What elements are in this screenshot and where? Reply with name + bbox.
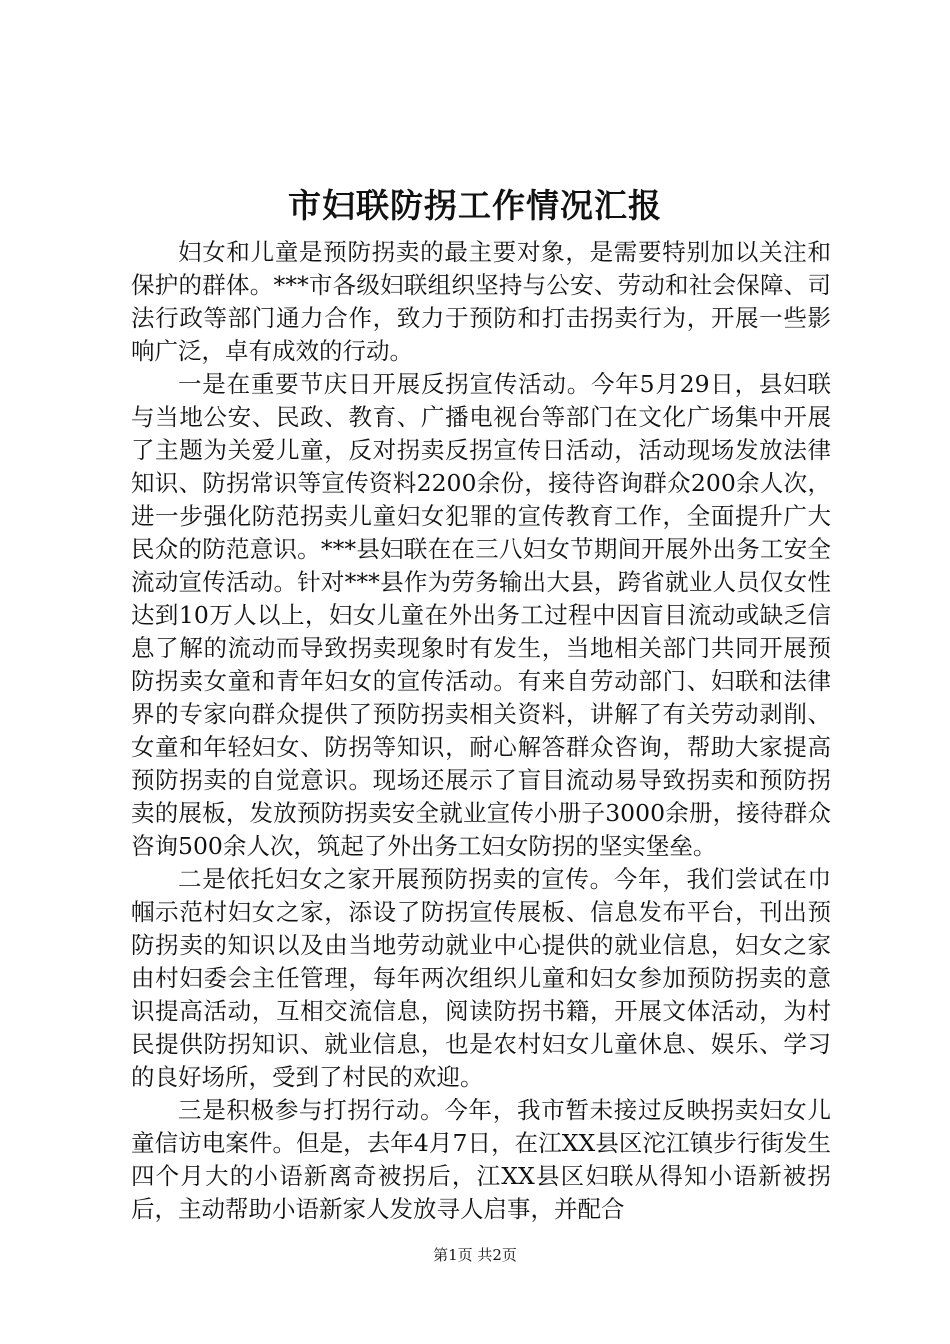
paragraph-third-point: 三是积极参与打拐行动。今年，我市暂未接过反映拐卖妇女儿童信访电案件。但是，去年4月7日，在江XX县区沱江镇步行街发生四个月大的小语新离奇被拐后，江XX县区妇联从得知小语新被拐后，主动帮助小语新家人发放寻人启事，并配合	[131, 1096, 831, 1223]
paragraph-second-point: 二是依托妇女之家开展预防拐卖的宣传。今年，我们尝试在巾帼示范村妇女之家，添设了防拐宣传展板、信息发布平台，刊出预防拐卖的知识以及由当地劳动就业中心提供的就业信息，妇女之家由村妇委会主任管理，每年两次组织儿童和妇女参加预防拐卖的意识提高活动，互相交流信息，阅读防拐书籍，开展文体活动，为村民提供防拐知识、就业信息，也是农村妇女儿童休息、娱乐、学习的良好场所，受到了村民的欢迎。	[131, 865, 831, 1091]
paragraph-first-point: 一是在重要节庆日开展反拐宣传活动。今年5月29日，县妇联与当地公安、民政、教育、广播电视台等部门在文化广场集中开展了主题为关爱儿童，反对拐卖反拐宣传日活动，活动现场发放法律知识、防拐常识等宣传资料2200余份，接待咨询群众200余人次，进一步强化防范拐卖儿童妇女犯罪的宣传教育工作，全面提升广大民众的防范意识。***县妇联在在三八妇女节期间开展外出务工安全流动宣传活动。针对***县作为劳务输出大县，跨省就业人员仅女性达到10万人以上，妇女儿童在外出务工过程中因盲目流动或缺乏信息了解的流动而导致拐卖现象时有发生，当地相关部门共同开展预防拐卖女童和青年妇女的宣传活动。有来自劳动部门、妇联和法律界的专家向群众提供了预防拐卖相关资料，讲解了有关劳动剥削、女童和年轻妇女、防拐等知识，耐心解答群众咨询，帮助大家提高预防拐卖的自觉意识。现场还展示了盲目流动易导致拐卖和预防拐卖的展板，发放预防拐卖安全就业宣传小册子3000余册，接待群众咨询500余人次，筑起了外出务工妇女防拐的坚实堡垒。	[131, 370, 831, 860]
page-footer: 第1页 共2页	[433, 1246, 517, 1264]
document-title: 市妇联防拐工作情况汇报	[288, 186, 662, 225]
paragraph-intro: 妇女和儿童是预防拐卖的最主要对象，是需要特别加以关注和保护的群体。***市各级妇联组织坚持与公安、劳动和社会保障、司法行政等部门通力合作，致力于预防和打击拐卖行为，开展一些影响广泛，卓有成效的行动。	[131, 238, 831, 365]
document-body	[131, 236, 831, 1226]
